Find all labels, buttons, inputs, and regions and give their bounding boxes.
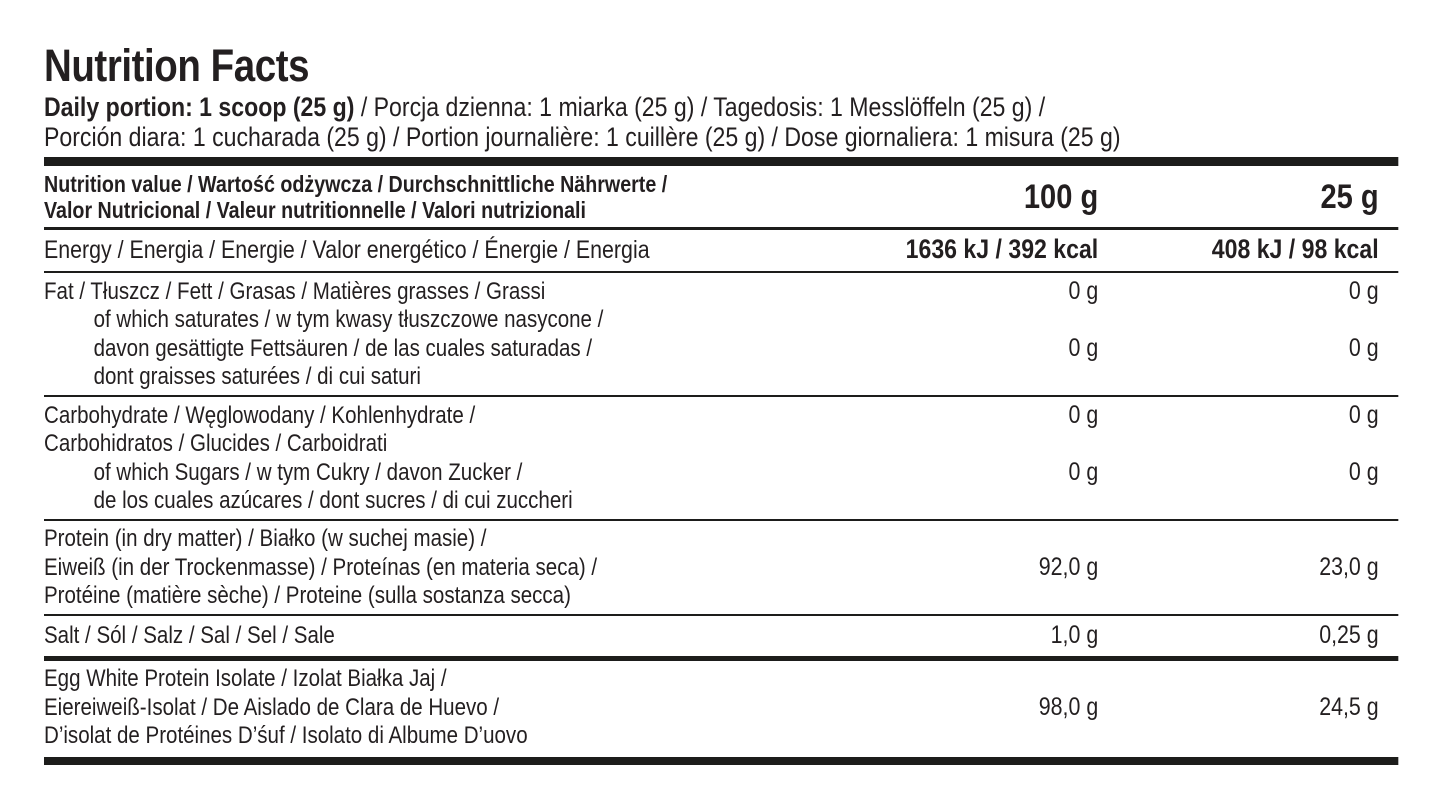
row-egg-white-protein-isolate (44, 661, 1398, 757)
salt-label: Salt / Sól / Salz / Sal / Sel / Sale (44, 622, 335, 649)
daily-portion-english: Daily portion: 1 scoop (25 g) (44, 92, 355, 122)
carbohydrate-label-line-2: Carbohidratos / Glucides / Carboidrati (44, 430, 388, 457)
egg-white-value-25g: 24,5 g (1319, 693, 1379, 721)
sugars-label-line-1: of which Sugars / w tym Cukry / davon Zucker / (93, 459, 523, 486)
row-energy (44, 230, 1398, 273)
saturates-value-100g: 0 g (1068, 334, 1099, 362)
sugars-value-25g: 0 g (1348, 458, 1379, 486)
daily-portion-line-1-rest: / Porcja dzienna: 1 miarka (25 g) / Tagedosis: 1 Messlöffeln (25 g) / (354, 92, 1046, 122)
table-header-label (44, 171, 876, 223)
carbohydrate-label-line-1: Carbohydrate / Węglowodany / Kohlenhydrate / (44, 402, 476, 429)
saturates-value-25g: 0 g (1348, 334, 1379, 362)
daily-portion-line-1 (44, 92, 1398, 122)
energy-label: Energy / Energia / Energie / Valor energético / Énergie / Energia (44, 236, 650, 264)
fat-label: Fat / Tłuszcz / Fett / Grasas / Matières grasses / Grassi (44, 278, 546, 305)
row-protein (44, 521, 1398, 616)
egg-white-label-line-3: D’isolat de Protéines D’śuf / Isolato di Albume D’uovo (44, 722, 528, 749)
saturates-label-line-2: davon gesättigte Fettsäuren / de las cuales saturadas / (93, 335, 593, 362)
fat-value-25g: 0 g (1348, 277, 1379, 305)
page-title: Nutrition Facts (44, 40, 310, 91)
saturates-label-line-3: dont graisses saturées / di cui saturi (93, 363, 421, 390)
protein-label-line-2: Eiweiß (in der Trockenmasse) / Proteínas (en materia seca) / (44, 554, 598, 581)
protein-value-100g: 92,0 g (1038, 553, 1099, 581)
nutrition-label (44, 42, 1445, 765)
row-fat (44, 273, 1398, 397)
carbohydrate-value-100g: 0 g (1068, 401, 1099, 429)
daily-portion-line-2: Porción diara: 1 cucharada (25 g) / Portion journalière: 1 cuillère (25 g) / Dose giornaliera: 1 misura (25 g) (44, 122, 1121, 152)
egg-white-label-line-2: Eiereiweiß-Isolat / De Aislado de Clara de Huevo / (44, 694, 500, 721)
table-header-label-line-2: Valor Nutricional / Valeur nutritionnelle / Valori nutrizionali (44, 197, 586, 223)
table-header-label-line-1: Nutrition value / Wartość odżywcza / Durchschnittliche Nährwerte / (44, 171, 668, 197)
salt-value-100g: 1,0 g (1050, 621, 1099, 649)
protein-label-line-3: Protéine (matière sèche) / Proteine (sulla sostanza secca) (44, 582, 571, 609)
column-header-25g: 25 g (1320, 178, 1379, 216)
egg-white-label-line-1: Egg White Protein Isolate / Izolat Białka Jaj / (44, 665, 447, 692)
protein-label-line-1: Protein (in dry matter) / Białko (w suchej masie) / (44, 525, 487, 552)
daily-portion-text (44, 92, 1398, 152)
carbohydrate-value-25g: 0 g (1348, 401, 1379, 429)
egg-white-value-100g: 98,0 g (1038, 693, 1099, 721)
saturates-label-line-1: of which saturates / w tym kwasy tłuszczowe nasycone / (93, 306, 604, 333)
energy-value-100g: 1636 kJ / 392 kcal (905, 234, 1099, 264)
row-carbohydrate (44, 397, 1398, 521)
energy-value-25g: 408 kJ / 98 kcal (1211, 234, 1379, 264)
protein-value-25g: 23,0 g (1319, 553, 1379, 581)
top-divider-bar (44, 157, 1398, 166)
bottom-divider-bar (44, 757, 1398, 765)
salt-value-25g: 0,25 g (1319, 621, 1379, 649)
sugars-value-100g: 0 g (1068, 458, 1099, 486)
sugars-label-line-2: de los cuales azúcares / dont sucres / di cui zuccheri (93, 487, 573, 514)
table-header-row (44, 166, 1398, 230)
fat-value-100g: 0 g (1068, 277, 1099, 305)
row-salt (44, 616, 1398, 661)
column-header-100g: 100 g (1023, 178, 1099, 216)
